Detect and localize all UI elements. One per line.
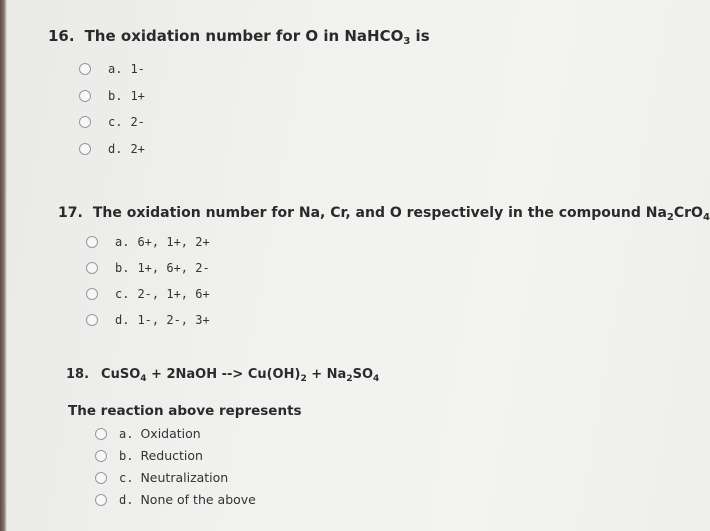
equation-subscript: 2	[300, 374, 307, 384]
radio-icon[interactable]	[86, 314, 98, 326]
question-18-equation	[66, 367, 379, 384]
option-text: 2-, 1+, 6+	[137, 287, 210, 301]
equation-part: + 2NaOH --> Cu(OH)	[146, 367, 301, 382]
q16-option-b[interactable]	[79, 89, 145, 103]
option-letter: d.	[119, 492, 134, 507]
question-18	[66, 367, 379, 384]
option-text: 1-, 2-, 3+	[137, 313, 210, 327]
question-17-subscript-1: 2	[666, 212, 674, 223]
option-letter: a.	[119, 426, 134, 441]
q18-option-b[interactable]	[95, 448, 203, 463]
equation-subscript: 4	[140, 374, 147, 384]
option-text: 1-	[130, 62, 145, 76]
question-16-text-end: is	[410, 27, 430, 45]
question-17-subscript-2: 4	[702, 212, 710, 223]
radio-icon[interactable]	[79, 116, 91, 128]
question-17	[58, 205, 710, 223]
option-letter: a.	[115, 235, 130, 249]
option-letter: b.	[119, 448, 134, 463]
option-letter: a.	[108, 62, 123, 76]
radio-icon[interactable]	[95, 494, 107, 506]
radio-icon[interactable]	[86, 262, 98, 274]
option-letter: b.	[115, 261, 130, 275]
option-text: Oxidation	[140, 426, 201, 441]
q18-option-c[interactable]	[95, 470, 228, 485]
radio-icon[interactable]	[79, 143, 91, 155]
radio-icon[interactable]	[79, 90, 91, 102]
question-17-text: The oxidation number for Na, Cr, and O respectively in the compound Na	[92, 205, 667, 221]
option-letter: c.	[115, 287, 130, 301]
q16-option-c[interactable]	[79, 115, 145, 129]
option-letter: b.	[108, 89, 123, 103]
question-17-title	[58, 205, 710, 223]
question-18-prompt: The reaction above represents	[68, 403, 302, 419]
question-16-number: 16.	[48, 27, 75, 45]
q16-option-d[interactable]	[79, 142, 145, 156]
option-letter: c.	[108, 115, 123, 129]
equation-part: SO	[352, 367, 373, 382]
question-18-number: 18.	[66, 367, 90, 382]
question-16-subscript: 3	[403, 36, 411, 47]
question-16-title	[48, 27, 430, 47]
option-text: Neutralization	[140, 470, 229, 485]
q18-option-d[interactable]	[95, 492, 256, 507]
question-18-prompt-wrap	[68, 403, 302, 419]
radio-icon[interactable]	[86, 288, 98, 300]
equation-part: CuSO	[101, 367, 141, 382]
equation-part: + Na	[306, 367, 347, 382]
option-text: 6+, 1+, 2+	[137, 235, 210, 249]
q17-option-d[interactable]	[86, 313, 210, 327]
option-letter: c.	[119, 470, 134, 485]
option-text: 2-	[130, 115, 145, 129]
option-text: None of the above	[140, 492, 256, 507]
radio-icon[interactable]	[95, 450, 107, 462]
radio-icon[interactable]	[86, 236, 98, 248]
q17-option-c[interactable]	[86, 287, 210, 301]
question-16	[48, 27, 430, 47]
q16-option-a[interactable]	[79, 62, 145, 76]
q17-option-b[interactable]	[86, 261, 210, 275]
equation-subscript: 2	[346, 374, 353, 384]
photo-edge	[0, 0, 7, 531]
option-text: 1+	[130, 89, 145, 103]
option-letter: d.	[115, 313, 130, 327]
question-16-text: The oxidation number for O in NaHCO	[84, 27, 404, 45]
radio-icon[interactable]	[79, 63, 91, 75]
option-text: 1+, 6+, 2-	[137, 261, 210, 275]
option-text: Reduction	[140, 448, 203, 463]
option-text: 2+	[130, 142, 145, 156]
q18-option-a[interactable]	[95, 426, 201, 441]
equation-subscript: 4	[373, 374, 380, 384]
question-17-text-mid: CrO	[673, 205, 703, 221]
radio-icon[interactable]	[95, 428, 107, 440]
option-letter: d.	[108, 142, 123, 156]
question-17-number: 17.	[58, 205, 83, 221]
q17-option-a[interactable]	[86, 235, 210, 249]
radio-icon[interactable]	[95, 472, 107, 484]
